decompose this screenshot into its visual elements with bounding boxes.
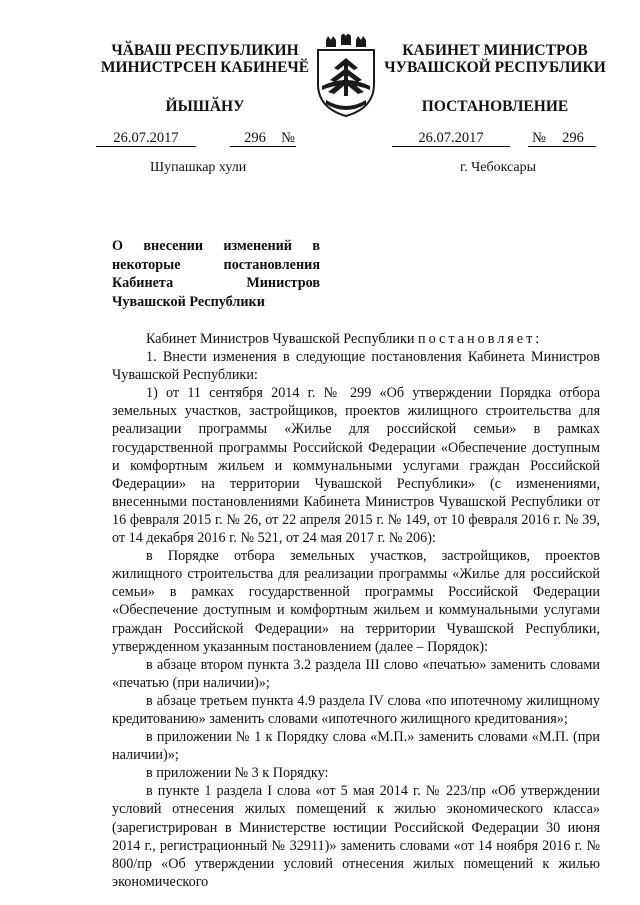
- body-paragraph: 1. Внести изменения в следующие постановления Кабинета Министров Чувашской Республики:: [112, 349, 600, 384]
- body-paragraph: в приложении № 1 к Порядку слова «М.П.» заменить словами «М.П. (при наличии)»;: [112, 729, 600, 764]
- no-sign-left: №: [281, 130, 295, 146]
- intro-resolves: постановляет:: [418, 331, 543, 347]
- place-right: г. Чебоксары: [460, 160, 537, 175]
- body-paragraph: в абзаце третьем пункта 4.9 раздела IV слова «по ипотечному жилищному кредитованию» заменить словами «ипотечного жилищного кредитования»;: [112, 692, 600, 727]
- header-left-line2: МИНИСТРСЕН КАБИНЕЧӖ: [100, 59, 310, 76]
- place-left: Шупашкар хули: [150, 160, 247, 175]
- body-paragraph: 1) от 11 сентября 2014 г. № 299 «Об утверждении Порядка отбора земельных участков, застройщиков, проектов жилищного строительства для реализации программы «Жилье для российской семьи» в рамках государственной программы Российской Федерации «Обеспечение доступным и комфортным жильем и коммунальными услугами граждан Российской Федерации» на территории Чувашской Республики» (с изменениями, внесенными постановлениями Кабинета Министров Чувашской Республики от 16 февраля 2015 г. № 26, от 22 апреля 2015 г. № 149, от 10 февраля 2016 г. № 39, от 14 декабря 2016 г. № 521, от 24 мая 2017 г. № 206):: [112, 385, 600, 547]
- body-paragraph: в пункте 1 раздела I слова «от 5 мая 2014 г. № 223/пр «Об утверждении условий отнесения жилых помещений к жилью экономического класса» (зарегистрирован в Министерстве юстиции Российской Федерации 30 июня 2014 г., регистрационный № 32911)» заменить словами «от 14 ноября 2016 г. № 800/пр «Об утверждении условий отнесения жилых помещений к жилью экономического: [112, 783, 600, 890]
- document-subject: О внесении изменений в некоторые постановления Кабинета Министров Чувашской Республики: [112, 238, 320, 310]
- document-body: [112, 330, 600, 891]
- number-right: 296: [550, 130, 596, 147]
- header-right-line1: КАБИНЕТ МИНИСТРОВ: [402, 42, 588, 59]
- body-paragraph: в Порядке отбора земельных участков, застройщиков, проектов жилищного строительства для реализации программы «Жилье для российской семьи» в рамках государственной программы Российской Федерации «Обеспечение доступным и комфортным жильем и коммунальными услугами граждан Российской Федерации» на территории Чувашской Республики, утвержденном указанным постановлением (далее – Порядок):: [112, 548, 600, 655]
- body-paragraph: в приложении № 3 к Порядку:: [146, 765, 329, 782]
- header-left-doc-type: ЙЫШӐНУ: [165, 98, 245, 115]
- date-left: 26.07.2017: [96, 130, 196, 147]
- header-right-line2: ЧУВАШСКОЙ РЕСПУБЛИКИ: [384, 59, 606, 76]
- number-left: 296: [230, 130, 280, 147]
- header-left-authority: [90, 42, 320, 76]
- header-left-line1: ЧӐВАШ РЕСПУБЛИКИН: [111, 42, 299, 59]
- body-paragraph: в абзаце втором пункта 3.2 раздела III слово «печатью» заменить словами «печатью (при наличии)»;: [112, 656, 600, 691]
- header-right-doc-type: ПОСТАНОВЛЕНИЕ: [421, 98, 569, 115]
- number-line-left: [96, 130, 326, 146]
- date-right: 26.07.2017: [392, 130, 510, 147]
- chuvashia-emblem-icon: [308, 34, 384, 120]
- header-right-authority: [380, 42, 610, 76]
- no-sign-right: №: [528, 130, 550, 147]
- intro-prefix: Кабинет Министров Чувашской Республики: [146, 331, 415, 347]
- number-line-right: [392, 130, 602, 146]
- intro-paragraph: [112, 330, 600, 348]
